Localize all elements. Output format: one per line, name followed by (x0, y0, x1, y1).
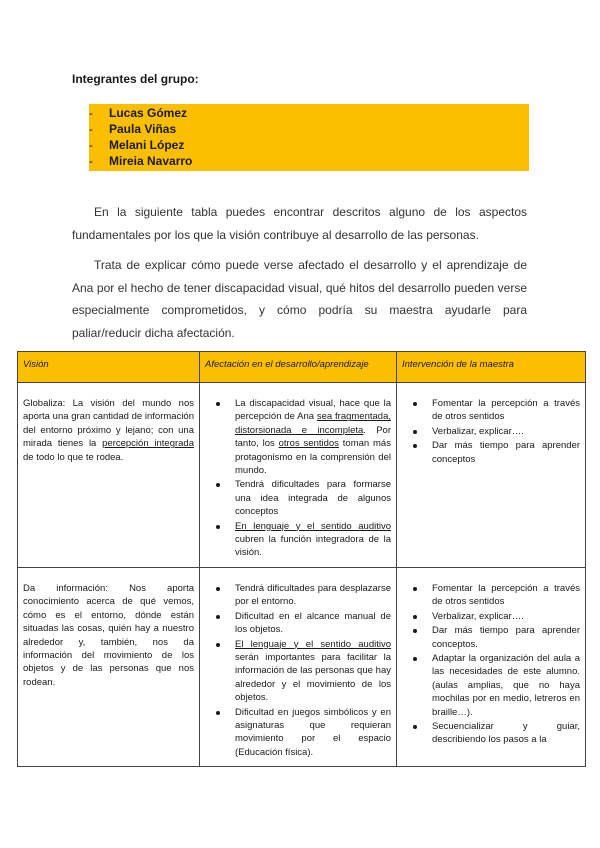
members-list (89, 104, 529, 171)
list-item: Secuencializar y guiar, describiendo los pasos a la (432, 720, 580, 746)
table-row (18, 567, 586, 766)
header-vision: Visión (18, 352, 200, 383)
member-item: - Paula Viñas (89, 121, 529, 137)
intervencion-cell (397, 567, 586, 766)
list-item: Fomentar la percepción a través de otros sentidos (432, 582, 580, 608)
list-item: Dificultad en el alcance manual de los objetos. (235, 610, 391, 636)
header-intervencion: Intervención de la maestra (397, 352, 586, 383)
list-item: Dar más tiempo para aprender conceptos. (432, 625, 580, 650)
group-title: Integrantes del grupo: (72, 72, 199, 86)
list-item: Tendrá dificultades para desplazarse por el entorno. (235, 582, 391, 608)
member-item: - Lucas Gómez (89, 105, 529, 121)
vision-cell: Da información: Nos aporta conocimiento acerca de qué vemos, cómo es el entorno, dónde están situadas las cosas, quién hay a nuestro alrededor y, también, nos da información del movimiento de los objetos y de las personas que nos rodean. (18, 567, 200, 766)
afectacion-cell (200, 567, 397, 766)
list-item: Adaptar la organización del aula a las necesidades de este alumno. (aulas amplias, que no haya mochilas por en medio, letreros en braille…). (432, 652, 580, 718)
list-item: La discapacidad visual, hace que la percepción de Ana sea fragmentada, distorsionada e incompleta. Por tanto, los otros sentidos toman más protagonismo en la comprensión del mundo. (235, 398, 392, 477)
list-item: Dar más tiempo para aprender conceptos (432, 440, 580, 465)
afectacion-cell (200, 383, 397, 568)
member-item: - Mireia Navarro (89, 153, 529, 169)
vision-cell: Globaliza: La visión del mundo nos aporta una gran cantidad de información del entorno próximo y lejano; con una mirada tienes la percepción integrada de todo lo que te rodea. (18, 383, 200, 568)
header-afectacion: Afectación en el desarrollo/aprendizaje (200, 352, 397, 383)
table-header-row (18, 352, 586, 383)
table-row (18, 383, 586, 568)
list-item: Dificultad en juegos simbólicos y en asignaturas que requieran movimiento por el espacio (Educación física). (235, 706, 391, 758)
intervencion-cell (397, 383, 586, 568)
list-item: El lenguaje y el sentido auditivo serán importantes para facilitar la información de las personas que hay alrededor y el movimiento de los objetos. (235, 638, 391, 704)
development-table (17, 351, 586, 767)
list-item: Verbalizar, explicar…. (432, 425, 580, 438)
list-item: Fomentar la percepción a través de otros sentidos (432, 398, 580, 423)
list-item: En lenguaje y el sentido auditivo cubren la función integradora de la visión. (235, 520, 391, 559)
member-item: - Melani López (89, 137, 529, 153)
intro-paragraph-1: En la siguiente tabla puedes encontrar descritos alguno de los aspectos fundamentales por los que la visión contribuye al desarrollo de las personas. (72, 205, 527, 242)
list-item: Verbalizar, explicar…. (432, 610, 580, 623)
list-item: Tendrá dificultades para formarse una idea integrada de algunos conceptos (235, 479, 391, 518)
intro-paragraph-2: Trata de explicar cómo puede verse afectado el desarrollo y el aprendizaje de Ana por el hecho de tener discapacidad visual, qué hitos del desarrollo pueden verse especialmente comprometidos, y cómo podría su maestra ayudarle para paliar/reducir dicha afectación. (72, 258, 527, 340)
